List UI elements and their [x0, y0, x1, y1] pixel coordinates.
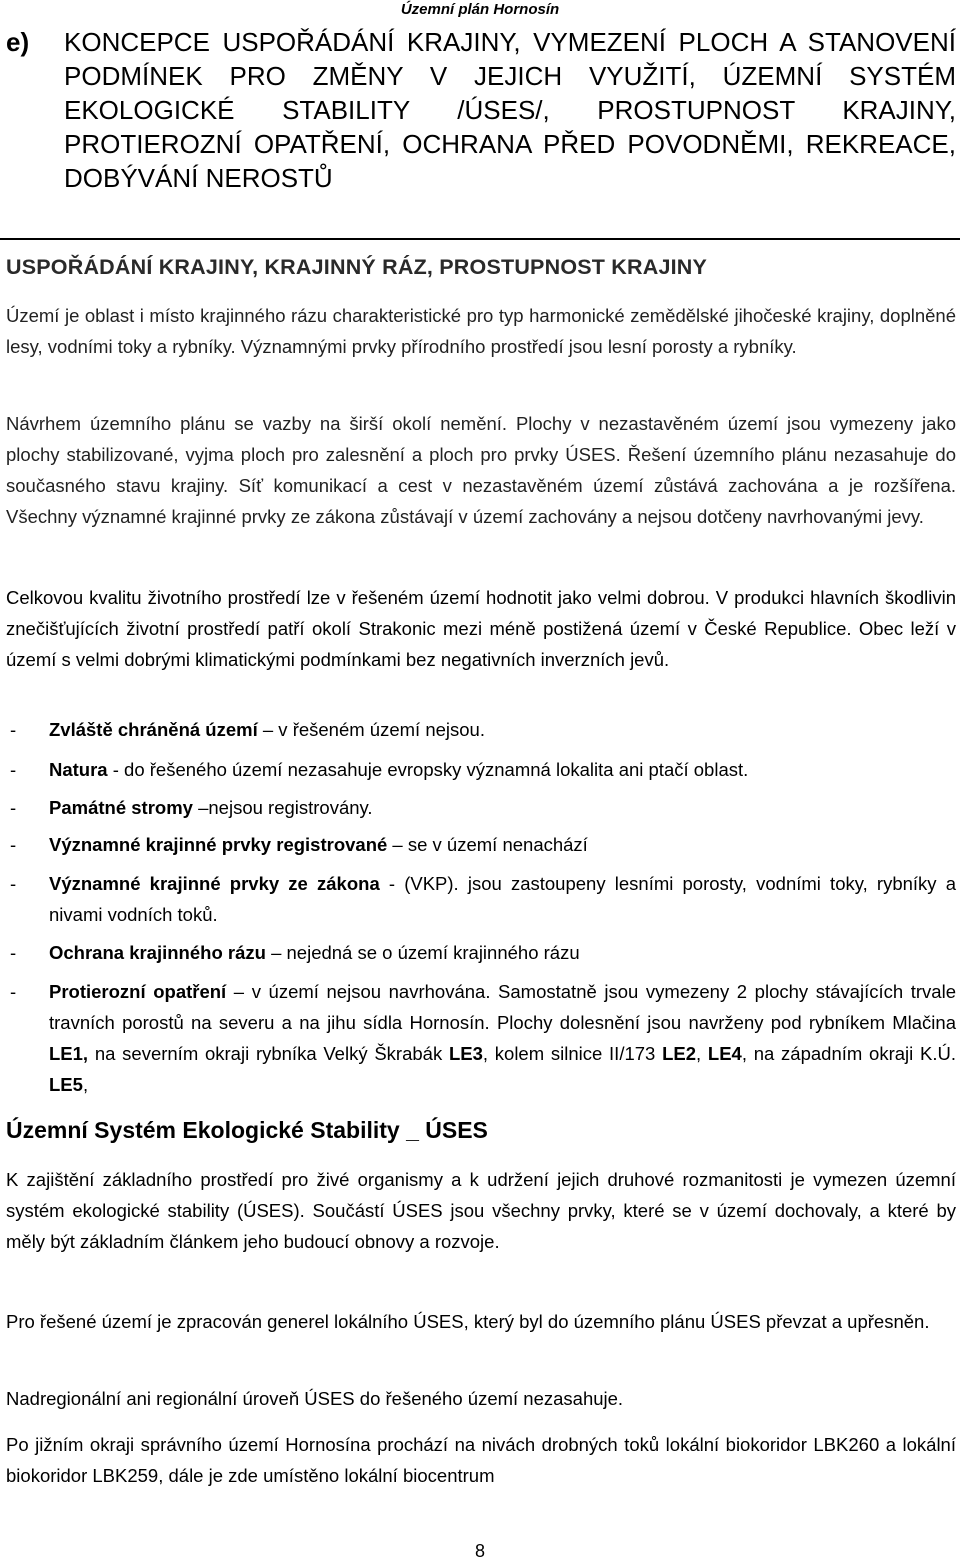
section-heading-uses: Územní Systém Ekologické Stability _ ÚSES: [6, 1117, 488, 1143]
list-item-term: Natura: [49, 759, 108, 780]
list-item-text: – v řešeném území nejsou.: [257, 719, 485, 740]
paragraph-text: Území je oblast i místo krajinného rázu charakteristické pro typ harmonické zemědělské jihočeské krajiny, doplněné lesy, vodními toky a rybníky. Významnými prvky přírodního prostředí jsou lesní porosty a rybníky.: [6, 305, 956, 357]
list-item: [6, 829, 956, 860]
list-dash: -: [10, 797, 17, 818]
list-dash: -: [10, 942, 17, 963]
list-item-text: , kolem silnice II/173: [482, 1043, 663, 1064]
list-dash: -: [10, 873, 17, 894]
paragraph-text: K zajištění základního prostředí pro živé organismy a k udržení jejich druhové rozmanitosti je vymezen územní systém ekologické stability (ÚSES). Součástí ÚSES jsou všechny prvky, které se v území dochovaly, a které by měly být základním článkem jeho budoucí obnovy a rozvoje.: [6, 1169, 956, 1252]
list-item-text: - (VKP). jsou zastoupeny lesními porosty, vodními toky, rybníky a nivami vodních toků.: [49, 873, 956, 925]
paragraph: [6, 1383, 956, 1414]
list-dash: -: [10, 834, 17, 855]
paragraph-text: Po jižním okraji správního území Hornosína prochází na nivách drobných toků lokální biokoridor LBK260 a lokální biokoridor LBK259, dále je zde umístěno lokální biocentrum: [6, 1434, 956, 1486]
chapter-letter: e): [6, 27, 30, 57]
paragraph: [6, 1429, 956, 1491]
list-item-term: Zvláště chráněná území: [49, 719, 258, 740]
list-dash: -: [10, 981, 17, 1002]
list-item-text: – se v území nenachází: [387, 834, 588, 855]
list-item: [6, 792, 956, 823]
section-heading-landscape: USPOŘÁDÁNÍ KRAJINY, KRAJINNÝ RÁZ, PROSTUPNOST KRAJINY: [6, 255, 708, 279]
paragraph-text: Celkovou kvalitu životního prostředí lze v řešeném území hodnotit jako velmi dobrou. V produkci hlavních škodlivin znečišťujících životní prostředí patří okolí Strakonic mezi méně postižená území v České Republice. Obec leží v území s velmi dobrými klimatickými podmínkami bez negativních inverzních jevů.: [6, 587, 956, 670]
list-item-text: ,: [696, 1043, 708, 1064]
list-item: [6, 868, 956, 930]
heading-rule: [0, 238, 960, 240]
list-item-term: Významné krajinné prvky ze zákona: [49, 873, 380, 894]
list-item-text: – v území nejsou navrhována. Samostatně jsou vymezeny 2 plochy stávajících trvale travních porostů na severu a na jihu sídla Hornosín. Plochy dolesnění jsou navrženy pod rybníkem Mlačina: [49, 981, 956, 1033]
paragraph-text: Pro řešené území je zpracován generel lokálního ÚSES, který byl do územního plánu ÚSES převzat a upřesněn.: [6, 1311, 930, 1332]
paragraph: [6, 582, 956, 675]
plot-code: LE4: [707, 1043, 742, 1064]
list-item-term: Významné krajinné prvky registrované: [49, 834, 388, 855]
list-item-text: - do řešeného území nezasahuje evropsky významná lokalita ani ptačí oblast.: [107, 759, 749, 780]
running-header: Územní plán Hornosín: [400, 1, 560, 18]
plot-code: LE1,: [49, 1043, 89, 1064]
list-item: [6, 754, 956, 785]
list-item-text: – nejedná se o území krajinného rázu: [265, 942, 580, 963]
list-item: [6, 976, 956, 1100]
list-item-text: na severním okraji rybníka Velký Škrabák: [88, 1043, 449, 1064]
chapter-title: KONCEPCE USPOŘÁDÁNÍ KRAJINY, VYMEZENÍ PLOCH A STANOVENÍ PODMÍNEK PRO ZMĚNY V JEJICH VYUŽITÍ, ÚZEMNÍ SYSTÉM EKOLOGICKÉ STABILITY /ÚSES/, PROSTUPNOST KRAJINY, PROTIEROZNÍ OPATŘENÍ, OCHRANA PŘED POVODNĚMI, REKREACE, DOBÝVÁNÍ NEROSTŮ: [64, 27, 956, 193]
list-item-term: Památné stromy: [49, 797, 193, 818]
plot-code: LE3: [448, 1043, 483, 1064]
chapter-heading: [6, 25, 956, 195]
list-item: [6, 714, 956, 745]
list-item-term: Ochrana krajinného rázu: [49, 942, 266, 963]
plot-code: LE2: [662, 1043, 697, 1064]
list-item-text: , na západním okraji K.Ú.: [741, 1043, 956, 1064]
paragraph: [6, 1164, 956, 1257]
paragraph-text: Návrhem územního plánu se vazby na širší okolí nemění. Plochy v nezastavěném území jsou vymezeny jako plochy stabilizované, vyjma ploch pro zalesnění a ploch pro prvky ÚSES. Řešení územního plánu nezasahuje do současného stavu krajiny. Síť komunikací a cest v nezastavěném území zůstává zachována a je rozšířena. Všechny významné krajinné prvky ze zákona zůstávají v území zachovány a nejsou dotčeny navrhovanými jevy.: [6, 413, 956, 527]
list-item-text: –nejsou registrovány.: [192, 797, 373, 818]
list-item-term: Protierozní opatření: [49, 981, 227, 1002]
page-number: 8: [474, 1541, 485, 1561]
list-dash: -: [10, 759, 17, 780]
plot-code: LE5: [49, 1074, 83, 1095]
paragraph-text: Nadregionální ani regionální úroveň ÚSES do řešeného území nezasahuje.: [6, 1388, 624, 1409]
list-item: [6, 937, 956, 968]
paragraph: [6, 408, 956, 532]
paragraph: [6, 300, 956, 362]
paragraph: [6, 1306, 956, 1337]
list-dash: -: [10, 719, 17, 740]
list-item-text: ,: [82, 1074, 89, 1095]
